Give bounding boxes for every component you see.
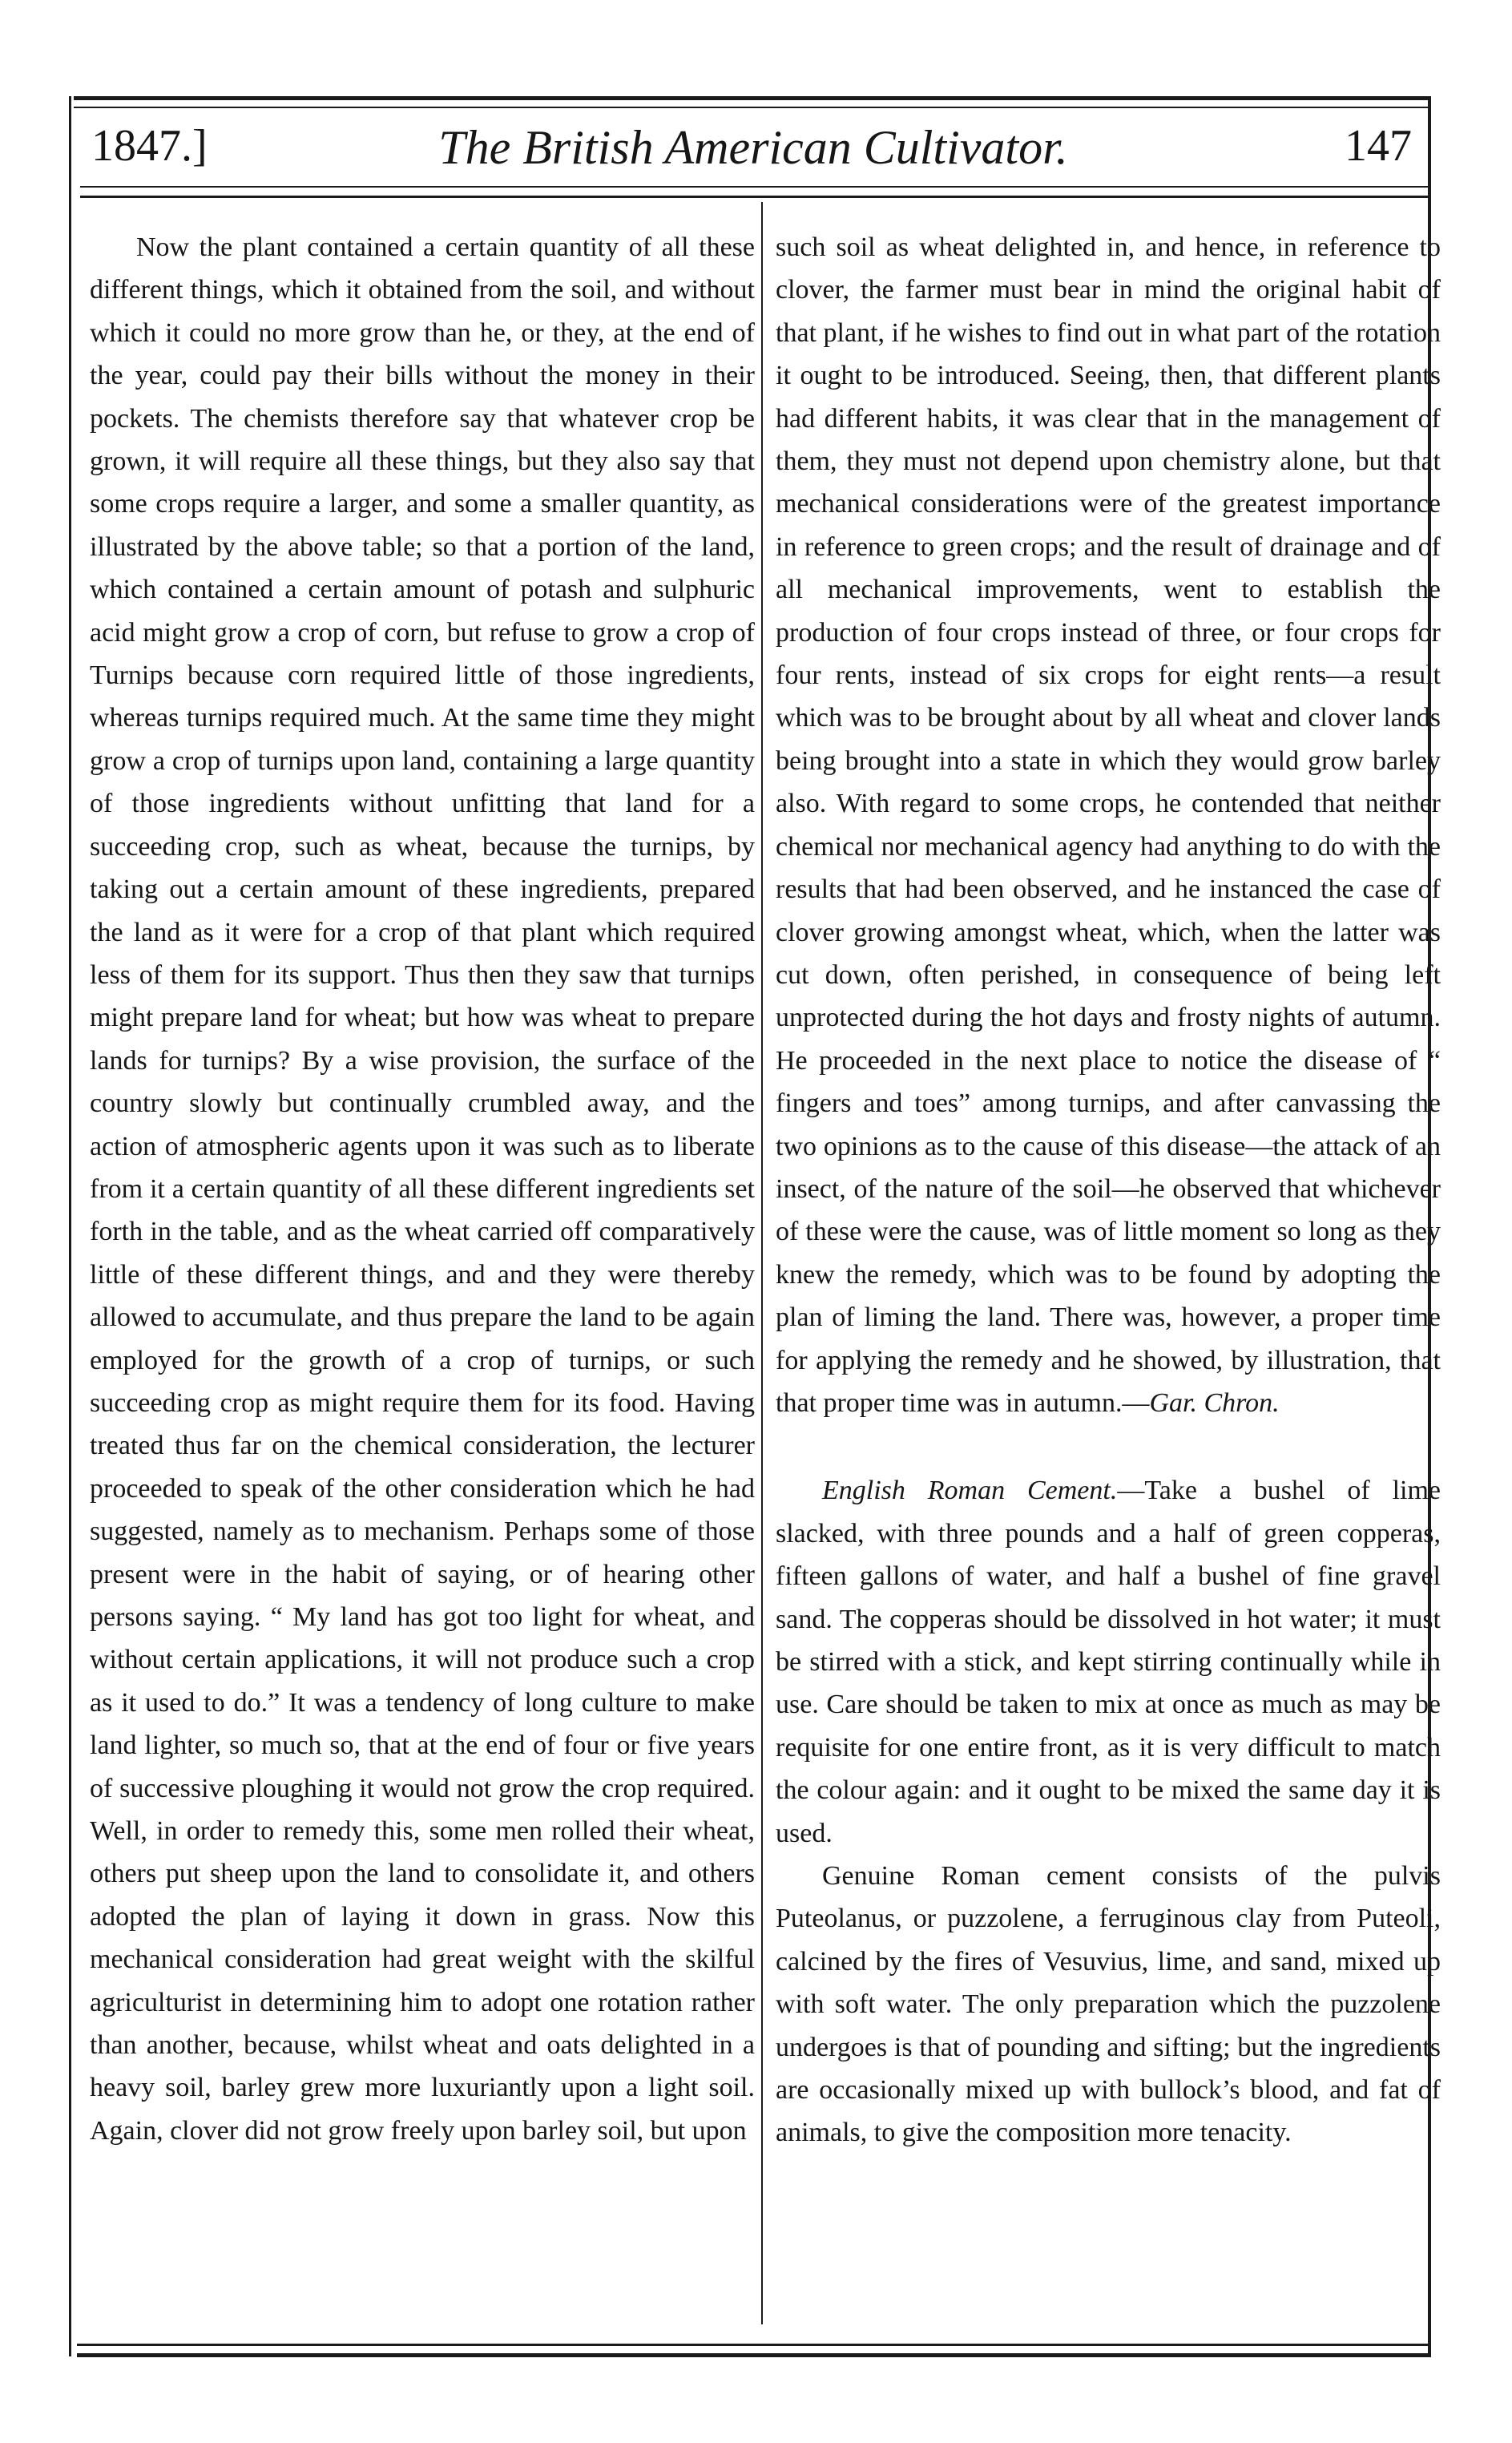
bottom-border-thin [77,2344,1431,2346]
publication-title: The British American Cultivator. [438,121,1068,174]
column-divider [761,202,763,2324]
lecture-continuation-text: such soil as wheat delighted in, and hence, in reference to clover, the farmer must bear in mind the original habit of that plant, if he wishes to find out in what part of the rotation it ought to be introduced. Seeing, then, that different plants had different habits, it was clear that in the management of them, they must not depend upon chemistry alone, but that mechanical considerations were of the greatest importance in reference to green crops; and the result of drainage and of all mechanical improvements, went to establish the production of four crops instead of three, or four crops for four rents, instead of six crops for eight rents—a result which was to be brought about by all wheat and clover lands being brought into a state in which they would grow barley also. With regard to some crops, he contended that neither chemical nor mechanical agency had anything to do with the results that had been observed, and he instanced the case of clover growing amongst wheat, which, when the latter was cut down, often perished, in consequence of being left unprotected during the hot days and frosty nights of autumn. He proceeded in the next place to notice the disease of “ fingers and toes” among turnips, and after canvassing the two opinions as to the cause of this disease—the attack of an insect, of the nature of the soil—he observed that whichever of these were the cause, was of little moment so long as they knew the remedy, which was to be found by adopting the plan of liming the land. There was, however, a proper time for applying the remedy and he showed, by illustration, that that proper time was in autumn.— [776,232,1441,1418]
header-year: 1847.] [91,121,208,171]
genuine-cement-paragraph: Genuine Roman cement consists of the pulvis Puteolanus, or puzzolene, a ferruginous clay from Puteoli, calcined by the fires of Vesuvius, lime, and sand, mixed up with soft water. The only preparation which the puzzolene undergoes is that of pounding and sifting; but the ingredients are occasionally mixed up with bullock’s blood, and fat of animals, to give the composition more tenacity. [776,1861,1441,2148]
header-rule-thin [80,186,1428,188]
lecture-paragraph: Now the plant contained a certain quantity of all these different things, which it obtained from the soil, and without which it could no more grow than he, or they, at the end of the year, could pay their bills without the money in their pockets. The chemists therefore say that whatever crop be grown, it will require all these things, but they also say that some crops require a larger, and some a smaller quantity, as illustrated by the above table; so that a portion of the land, which contained a certain amount of potash and sulphuric acid might grow a crop of corn, but refuse to grow a crop of Turnips because corn required little of those ingredients, whereas turnips required much. At the same time they might grow a crop of turnips upon land, containing a large quantity of those ingredients without unfitting that land for a succeeding crop, such as wheat, because the turnips, by taking out a certain amount of these ingredients, prepared the land as it were for a crop of that plant which required less of them for its support. Thus then they saw that turnips might prepare land for wheat; but how was wheat to prepare lands for turnips? By a wise provision, the surface of the country slowly but continually crumbled away, and the action of atmospheric agents upon it was such as to liberate from it a certain quantity of all these different ingredients set forth in the table, and as the wheat carried off comparatively little of these different things, and and they were thereby allowed to accumulate, and thus prepare the land to be again employed for the growth of a crop of turnips, or such succeeding crop as might require them for its food. Having treated thus far on the chemical consideration, the lecturer proceeded to speak of the other consideration which he had suggested, namely as to mechanism. Perhaps some of those present were in the habit of saying, or of hearing other persons saying. “ My land has got too light for wheat, and without certain applications, it will not produce such a crop as it used to do.” It was a tendency of long culture to make land lighter, so much so, that at the end of four or five years of successive ploughing it would not grow the crop required. Well, in order to remedy this, some men rolled their wheat, others put sheep upon the land to consolidate it, and others adopted the plan of laying it down in grass. Now this mechanical consideration had great weight with the skilful agriculturist in determining him to adopt one rotation rather than another, because, whilst wheat and oats delighted in a heavy soil, barley grew more luxuriantly upon a light soil. Again, clover did not grow freely upon barley soil, but upon [90,232,755,2146]
header-rule-thick [80,196,1428,198]
top-border-thick [74,96,1428,100]
right-column [776,226,1441,2154]
page-number: 147 [1345,121,1412,171]
page-header [80,112,1426,184]
source-attribution: Gar. Chron. [1149,1387,1280,1418]
article-heading: English Roman Cement. [822,1476,1118,1506]
lecture-continuation-paragraph [776,226,1441,1424]
roman-cement-text: —Take a bushel of lime slacked, with three pounds and a half of green copperas, fifteen gallons of water, and half a bushel of fine gravel sand. The copperas should be dissolved in hot water; it must be stirred with a stick, and kept stirring continually while in use. Care should be taken to mix at once as much as may be requisite for one entire front, as it is very difficult to match the colour again: and it ought to be mixed the same day it is used. [776,1476,1441,1848]
top-border-thin [74,107,1428,108]
left-column [90,226,755,2152]
page-left-border [69,96,71,2356]
bottom-border-thick [77,2353,1431,2357]
roman-cement-paragraph [776,1469,1441,1855]
